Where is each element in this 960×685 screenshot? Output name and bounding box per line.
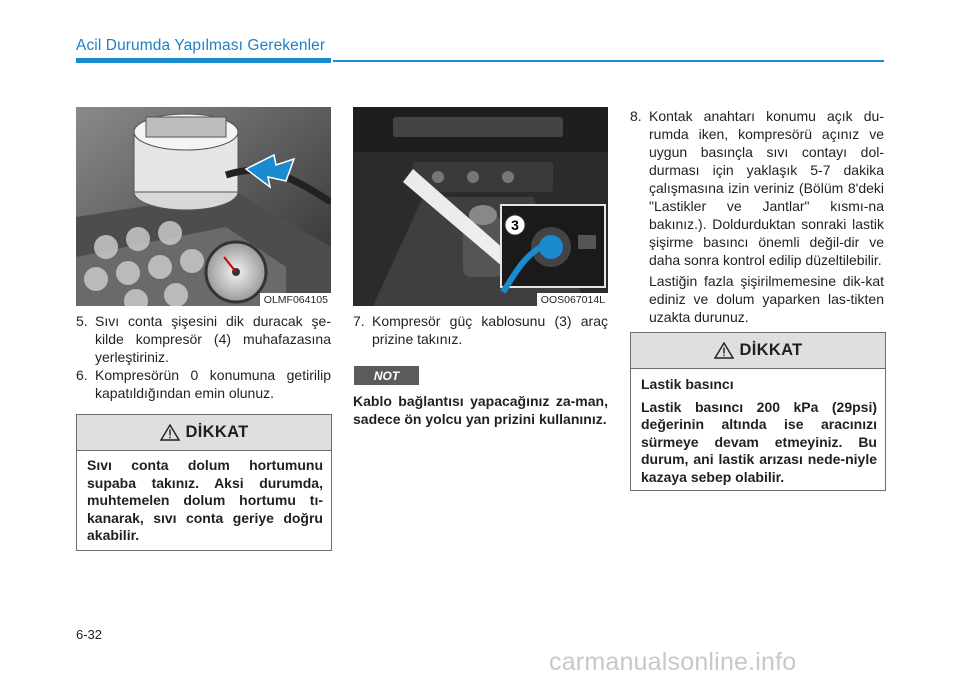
step-number: 5. — [76, 313, 88, 329]
note-label: NOT — [354, 366, 419, 385]
step-text: Kompresörün 0 konumuna getirilip kapatıldığından emin olunuz. — [95, 367, 331, 401]
caution-text: Sıvı conta dolum hortumunu supaba takınız. Aksi durumda, muhtemelen dolum hortumu tı-kanarak, sıvı conta geriye doğru akabilir. — [87, 457, 323, 543]
caution-box — [630, 332, 886, 491]
figure-compressor — [76, 107, 331, 306]
section-title: Acil Durumda Yapılması Gerekenler — [76, 37, 326, 54]
caution-subtitle: Lastik basıncı — [641, 376, 734, 392]
figure-code: OOS067014L — [537, 293, 608, 306]
step-number: 8. — [630, 108, 642, 124]
step-7 — [353, 312, 608, 348]
step-8-extra: Lastiğin fazla şişirilmemesine dik-kat ediniz ve dolum yaparken las-tikten uzakta durunuz. — [649, 273, 884, 325]
step-number: 6. — [76, 367, 88, 383]
caution-title: DİKKAT — [739, 341, 803, 359]
caution-title: DİKKAT — [185, 423, 249, 441]
step-text: Sıvı conta şişesini dik duracak şe-kilde kompresör (4) muhafazasına yerleştiriniz. — [95, 313, 331, 365]
warning-icon — [714, 342, 734, 359]
page-number: 6-32 — [76, 627, 103, 642]
caution-header — [77, 415, 331, 451]
step-8 — [630, 107, 884, 269]
figure-code: OLMF064105 — [260, 293, 331, 306]
caution-box — [76, 414, 332, 551]
step-5 — [76, 312, 331, 366]
figure-callout-3: 3 — [511, 217, 519, 233]
step-6 — [76, 366, 331, 402]
header-rule-thin — [333, 60, 884, 62]
step-number: 7. — [353, 313, 365, 329]
note-text: Kablo bağlantısı yapacağınız za-man, sadece ön yolcu yan prizini kullanınız. — [353, 393, 608, 427]
header-rule-thick — [76, 58, 331, 63]
figure-power-socket — [353, 107, 608, 306]
watermark: carmanualsonline.info — [549, 648, 797, 676]
step-text: Kompresör güç kablosunu (3) araç prizine takınız. — [372, 313, 608, 347]
caution-text: Lastik basıncı 200 kPa (29psi) değerinin altında ise aracınızı sürmeye devam etmeyiniz. Bu durum, ani lastik arızası nede-niyle kazaya sebep olabilir. — [641, 398, 877, 485]
warning-icon — [160, 424, 180, 441]
step-text: Kontak anahtarı konumu açık du-rumda iken, kompresörü açınız ve uygun basınçla sıvı contayı dol-durması için yaklaşık 5-7 dakika çalışmasına izin veriniz (Bölüm 8'deki "Lastikler ve Jantlar" kısmı-na bakınız.). Doldurduktan sonraki lastik şişirme basıncı önemli değil-dir ve daha sonra kontrol edilip düzeltilebilir. — [649, 108, 884, 268]
caution-header — [631, 333, 885, 369]
